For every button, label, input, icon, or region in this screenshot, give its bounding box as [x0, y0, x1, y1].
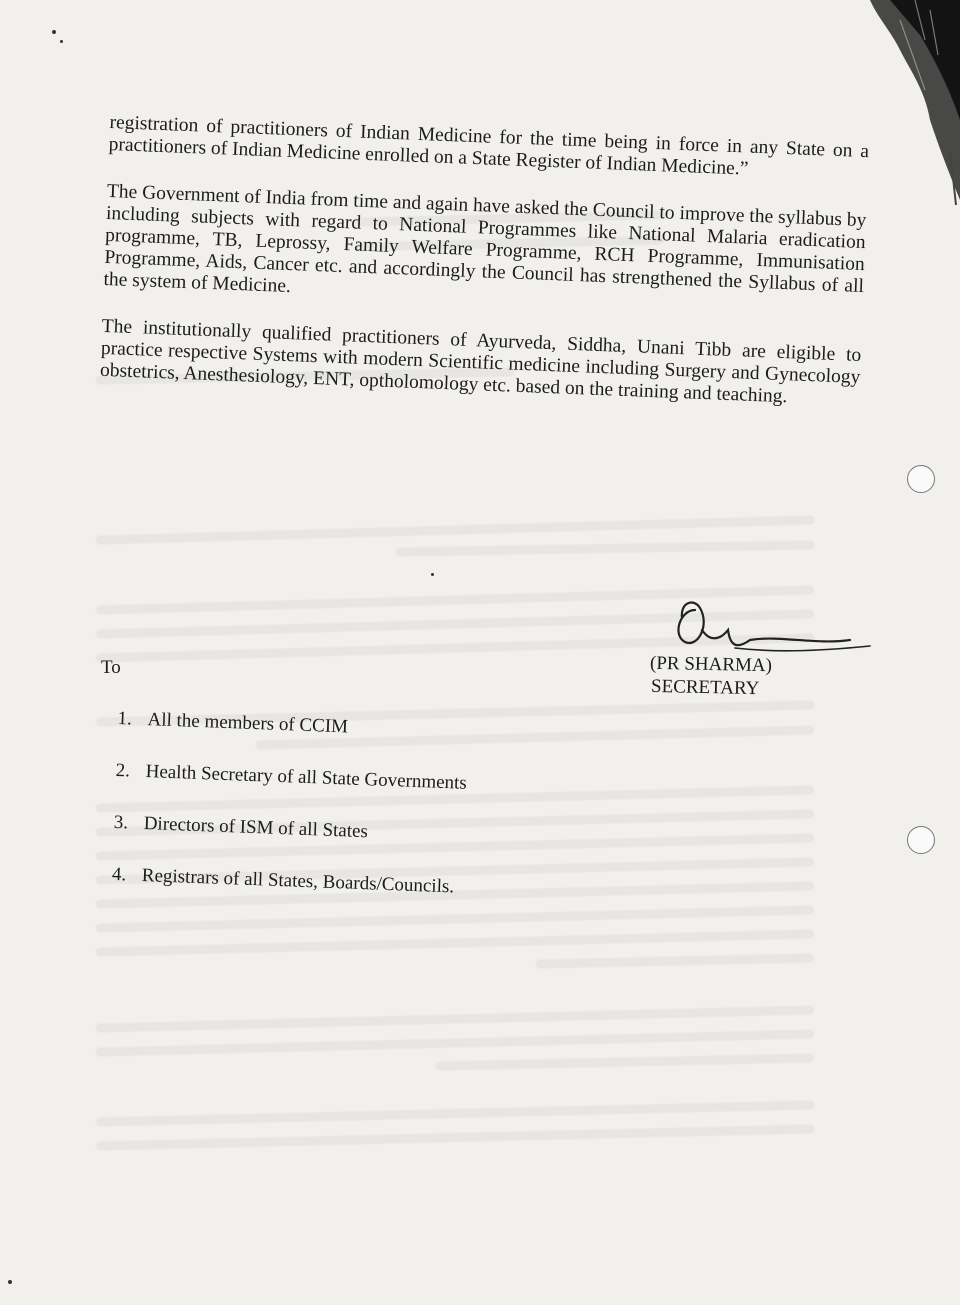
paragraph-syllabus: The Government of India from time and again have asked the Council to improve the syllabus by including subjects with regard to National Programmes like National Malaria eradication programme, TB, Leprossy, Family Welfare Programme, RCH Programme, Immunisation Programme, Aids, Cancer etc. and accordingly the Council has strengthened the Syllabus of all the system of Medicine. [103, 180, 867, 298]
letter-body [99, 112, 870, 436]
recipient-list [110, 708, 677, 936]
punch-hole [907, 465, 935, 493]
paragraph-registration: registration of practitioners of Indian Medicine for the time being in force in any State on a practitioners of Indian Medicine enrolled on a State Register of Indian Medicine.” [108, 112, 870, 180]
speck [431, 573, 434, 576]
list-item [111, 864, 671, 907]
paragraph-practitioners: The institutionally qualified practitioners of Ayurveda, Siddha, Unani Tibb are eligible to practice respective Systems with modern Scientific medicine including Surgery and Gynecology obstetrics, Anesthesiology, ENT, optholomology etc. based on the training and teaching. [99, 315, 862, 408]
list-text: Registrars of all States, Boards/Councils. [141, 864, 455, 898]
signatory-title: SECRETARY [650, 675, 760, 700]
signatory-name: (PR SHARMA) [649, 652, 773, 677]
punch-hole [907, 826, 935, 854]
to-label: To [101, 657, 121, 678]
list-text: All the members of CCIM [147, 709, 349, 738]
list-text: Directors of ISM of all States [143, 813, 369, 843]
list-item [113, 812, 673, 855]
speck [52, 30, 56, 34]
list-text: Health Secretary of all State Governments [145, 761, 468, 794]
list-number: 3. [113, 811, 129, 834]
list-number: 1. [117, 708, 133, 730]
speck [60, 40, 63, 43]
list-number: 2. [115, 759, 131, 782]
list-item [115, 760, 675, 803]
speck [8, 1280, 12, 1284]
torn-corner-stain [830, 0, 960, 220]
list-number: 4. [111, 863, 127, 886]
